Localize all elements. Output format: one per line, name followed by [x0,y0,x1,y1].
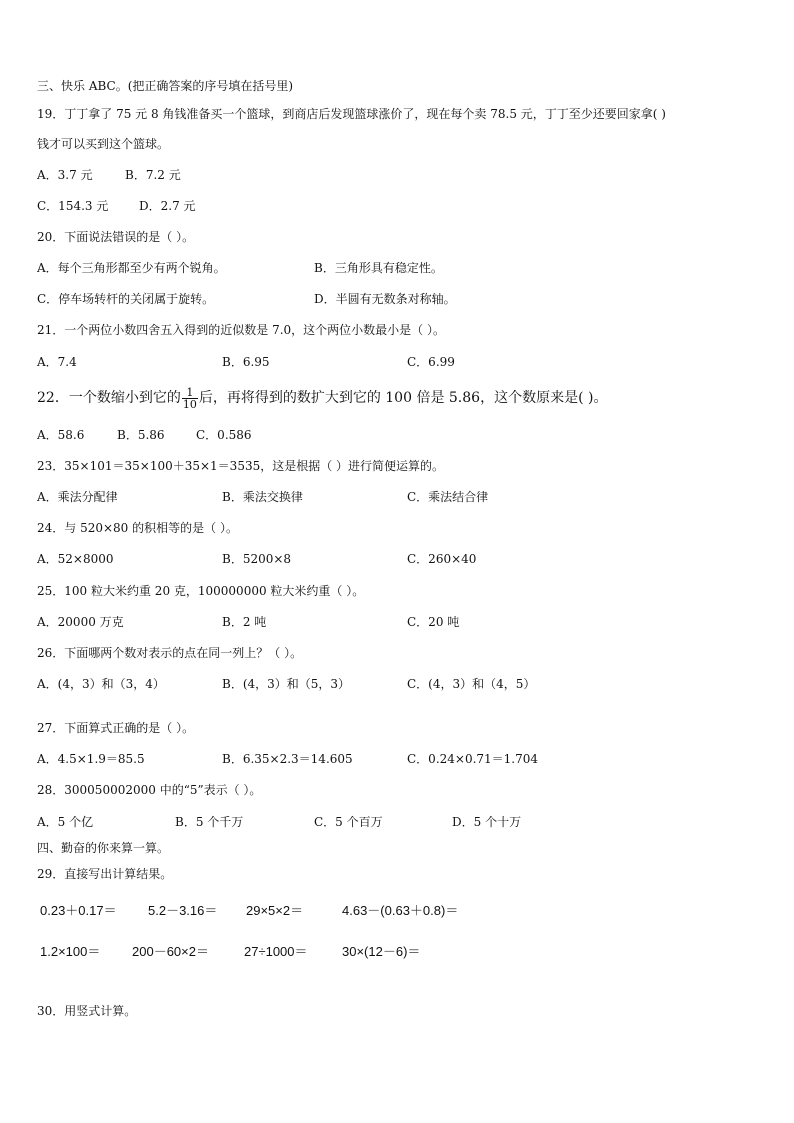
q24-option-c[interactable]: C．260×40 [407,552,477,566]
q28-option-d[interactable]: D．5 个十万 [452,815,522,829]
q22-fraction-denominator: 10 [182,397,197,411]
q23-option-c[interactable]: C．乘法结合律 [407,490,489,504]
q27-option-a[interactable]: A．4.5×1.9＝85.5 [37,752,145,766]
q19-option-b[interactable]: B．7.2 元 [125,168,181,182]
q21-option-b[interactable]: B．6.95 [222,355,270,369]
q22-text-pre: 22．一个数缩小到它的 [37,390,181,406]
calc-expression-4: 4.63－(0.63＋0.8)＝ [342,903,459,918]
q26-text: 26．下面哪两个数对表示的点在同一列上？（ ）。 [37,646,303,660]
q22-text-post: 后，再将得到的数扩大到它的 100 倍是 5.86，这个数原来是( )。 [198,390,608,406]
q19-text-line2: 钱才可以买到这个篮球。 [37,137,170,151]
calc-expression-1: 0.23＋0.17＝ [40,903,117,918]
q23-option-a[interactable]: A．乘法分配律 [37,490,118,504]
q23-option-b[interactable]: B．乘法交换律 [222,490,303,504]
q26-option-b[interactable]: B．(4，3）和（5，3） [222,677,351,691]
q25-text: 25．100 粒大米约重 20 克，100000000 粒大米约重（ ）。 [37,584,365,598]
q30-text: 30．用竖式计算。 [37,1004,137,1018]
q24-option-a[interactable]: A．52×8000 [37,552,114,566]
q20-text: 20．下面说法错误的是（ ）。 [37,230,195,244]
q25-option-a[interactable]: A．20000 万克 [37,615,124,629]
q20-option-c[interactable]: C．停车场转杆的关闭属于旋转。 [37,292,215,306]
calc-expression-3: 29×5×2＝ [246,903,304,918]
q25-option-c[interactable]: C．20 吨 [407,615,460,629]
q20-option-d[interactable]: D．半圆有无数条对称轴。 [314,292,456,306]
q24-option-b[interactable]: B．5200×8 [222,552,292,566]
q26-option-a[interactable]: A．(4，3）和（3，4） [37,677,165,691]
calc-expression-6: 200－60×2＝ [132,944,209,959]
q21-option-a[interactable]: A．7.4 [37,355,77,369]
q22-fraction [182,387,198,410]
q28-option-a[interactable]: A．5 个亿 [37,815,94,829]
section3-title: 三、快乐 ABC。(把正确答案的序号填在括号里) [37,79,294,93]
q20-option-a[interactable]: A．每个三角形都至少有两个锐角。 [37,261,226,275]
q19-text-line1: 19．丁丁拿了 75 元 8 角钱准备买一个篮球，到商店后发现篮球涨价了，现在每个卖 78.5 元，丁丁至少还要回家拿( ) [37,107,666,121]
q22-text [37,381,607,415]
q19-option-c[interactable]: C．154.3 元 [37,199,109,213]
q20-option-b[interactable]: B．三角形具有稳定性。 [314,261,443,275]
q27-option-c[interactable]: C．0.24×0.71＝1.704 [407,752,539,766]
q26-option-c[interactable]: C．(4，3）和（4，5） [407,677,536,691]
calc-expression-5: 1.2×100＝ [40,944,101,959]
q23-text: 23．35×101＝35×100＋35×1＝3535，这是根据（ ）进行简便运算的。 [37,459,445,473]
q28-option-c[interactable]: C．5 个百万 [314,815,383,829]
q25-option-b[interactable]: B．2 吨 [222,615,267,629]
q28-text: 28．300050002000 中的“5”表示（ ）。 [37,783,262,797]
q22-fraction-numerator: 1 [182,387,198,399]
section4-title: 四、勤奋的你来算一算。 [37,841,170,855]
q19-option-a[interactable]: A．3.7 元 [37,168,93,182]
q27-text: 27．下面算式正确的是（ ）。 [37,721,195,735]
calc-expression-8: 30×(12－6)＝ [342,944,421,959]
q24-text: 24．与 520×80 的积相等的是（ ）。 [37,521,238,535]
calc-expression-7: 27÷1000＝ [244,944,308,959]
q21-text: 21．一个两位小数四舍五入得到的近似数是 7.0，这个两位小数最小是（ ）。 [37,323,445,337]
q19-option-d[interactable]: D．2.7 元 [139,199,196,213]
q22-option-c[interactable]: C．0.586 [196,428,252,442]
q22-option-a[interactable]: A．58.6 [37,428,85,442]
q27-option-b[interactable]: B．6.35×2.3＝14.605 [222,752,353,766]
q29-text: 29．直接写出计算结果。 [37,867,173,881]
q22-option-b[interactable]: B．5.86 [117,428,165,442]
calc-expression-2: 5.2－3.16＝ [148,903,218,918]
q28-option-b[interactable]: B．5 个千万 [175,815,244,829]
q21-option-c[interactable]: C．6.99 [407,355,455,369]
